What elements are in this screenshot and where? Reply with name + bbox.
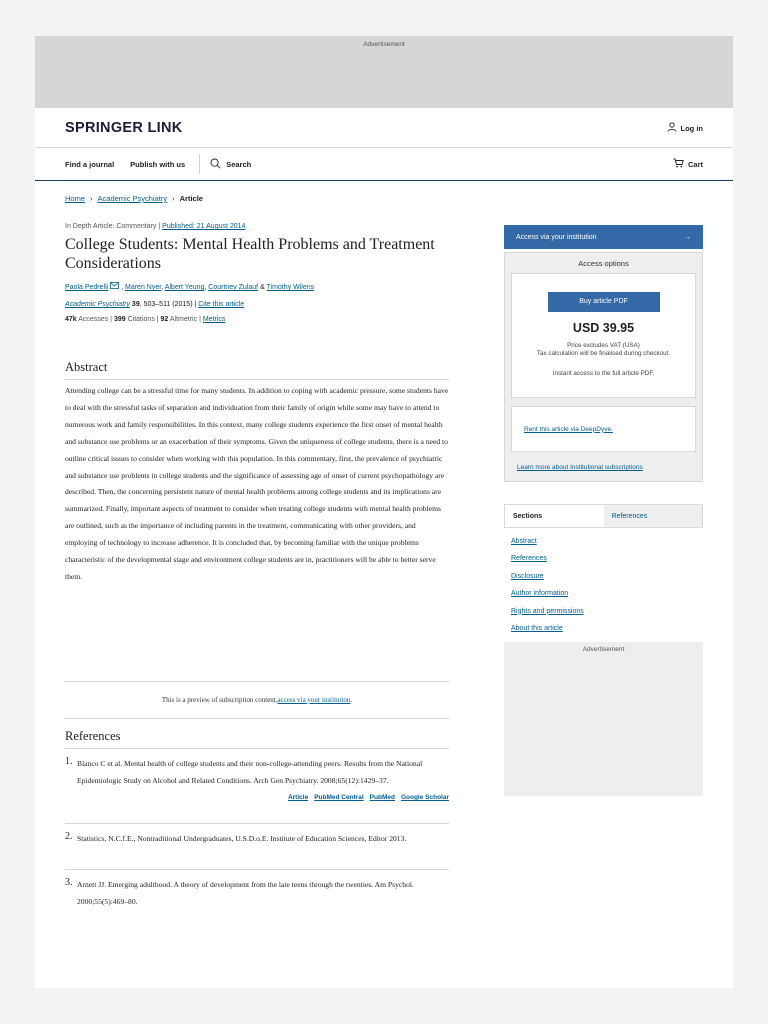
vat-note: Price excludes VAT (USA) Tax calculation will be finalised during checkout. [536,342,671,357]
author-list: Paola Pedrelli , Maren Nyer, Albert Yeung, Courtney Zulauf & Timothy Wilens [65,284,315,291]
ref-pubmed-link[interactable]: PubMed [369,794,395,801]
article-title: College Students: Mental Health Problems and Treatment Considerations [65,236,435,272]
section-link-author-information[interactable]: Author information [511,590,569,598]
mail-icon[interactable] [110,284,121,291]
cite-article-link[interactable]: Cite this article [198,301,245,308]
nav-border [35,180,733,181]
user-icon [667,122,677,134]
advertisement-label: Advertisement [363,41,405,48]
authors-ampersand: & [260,284,265,291]
abstract-text: Attending college can be a stressful time for many students. In addition to coping with academic pressure, some students have to deal with the stressful tasks of separation and individuation from their family of origin while some may have to attend to numerous work and family responsibilities. In this context, many college students experience the first onset of mental health and substance use problems or an exacerbation of their symptoms. Given the uniqueness of college students, there is a need to outline critical issues to consider when working with this population. In this commentary, first, the prevalence of psychiatric and substance use problems in college students and the significance of assessing age of onset of current psychopathology are described. Then, the concerning persistent nature of mental health problems among college students and its implications are summarized. Finally, important aspects of treatment to consider when treating college students with mental health problems are outlined, such as the importance of including parents in the treatment, communicating with other providers, and employing of technology to increase adherence. It is concluded that, by becoming familiar with the unique problems characteristic of the developmental stage and environment college students are in, practitioners will be able to better serve them. [65,386,449,581]
rent-box [511,406,696,452]
top-advertisement [35,36,733,108]
sidebar-tabs [504,504,703,528]
access-options-heading: Access options [578,258,629,268]
cart-button[interactable] [673,158,703,170]
springer-link-logo[interactable]: SPRINGER LINK [65,120,183,136]
reference-item: 3. Arnett JJ. Emerging adulthood. A theory of development from the late teens through the twenties. Am Psychol. 2000;55(5):469–80. [65,877,414,906]
abstract-heading: Abstract [65,360,449,380]
article-type: In Depth Article: Commentary [65,223,157,230]
metrics-link[interactable]: Metrics [202,316,226,323]
breadcrumb-current: Article [179,194,203,203]
arrow-right-icon: → [684,233,691,241]
sidebar [504,225,703,796]
buy-pdf-button[interactable]: Buy article PDF [548,292,660,312]
institutional-subscriptions-link[interactable]: Learn more about Institutional subscriptions [517,464,643,471]
author-link[interactable]: Maren Nyer [125,284,162,291]
article-metrics: 47k Accesses | 399 Citations | 92 Altmetric | Metrics [65,316,226,323]
find-journal-link[interactable]: Find a journal [65,159,115,169]
section-link-about[interactable]: About this article [511,624,563,632]
main-nav [65,148,703,180]
search-icon [210,158,221,171]
tab-references[interactable]: References [604,505,703,527]
journal-citation: Academic Psychiatry 39, 503–511 (2015) | Cite this article [65,301,245,308]
login-label: Log in [680,123,703,133]
chevron-right-icon: › [172,194,175,203]
section-links [504,528,703,632]
page [35,36,733,988]
breadcrumb [65,194,203,203]
access-institution-button[interactable]: Access via your institution → [504,225,703,249]
author-link[interactable]: Courtney Zulauf [208,284,259,291]
reference-item: 2. Statistics, N.C.f.E., Nontraditional Undergraduates, U.S.D.o.E. Institute of Education Sciences, Editor 2013. [65,831,407,843]
section-link-rights[interactable]: Rights and permissions [511,607,584,615]
ref-google-scholar-link[interactable]: Google Scholar [400,794,449,801]
search-label: Search [226,159,252,169]
ref-article-link[interactable]: Article [287,794,309,801]
access-options-panel [504,252,703,482]
buy-article-box [511,273,696,398]
price: USD 39.95 [572,321,635,335]
author-link[interactable]: Paola Pedrelli [65,284,109,291]
journal-volume: 39 [131,301,140,308]
tab-sections[interactable]: Sections [505,505,604,527]
chevron-right-icon: › [90,194,93,203]
rent-deepdyve-link[interactable]: Rent this article via DeepDyve. [524,425,613,433]
section-link-references[interactable]: References [511,555,547,563]
journal-pages: , 503–511 (2015) [139,301,193,308]
login-button[interactable] [667,122,704,134]
instant-access-note: Instant access to the full article PDF. [552,370,655,377]
references-heading: References [65,729,449,749]
abstract-section [65,360,449,586]
learn-more [511,452,696,475]
ref-pubmed-central-link[interactable]: PubMed Central [314,794,364,801]
article-meta: In Depth Article: Commentary | Published: 21 August 2014 [65,223,246,230]
article-header [65,223,449,323]
section-link-abstract[interactable]: Abstract [511,538,537,545]
nav-separator [199,154,200,174]
advertisement-label: Advertisement [582,646,625,654]
cart-label: Cart [687,159,703,169]
sidebar-advertisement [504,642,703,796]
reference-links [65,794,449,801]
author-link[interactable]: Albert Yeung [164,284,205,291]
published-date-link[interactable]: Published: 21 August 2014 [162,223,246,230]
author-link[interactable]: Timothy Wilens [266,284,315,291]
access-institution-link[interactable]: access via your institution [277,696,351,704]
breadcrumb-journal[interactable]: Academic Psychiatry [97,194,168,203]
section-link-disclosure[interactable]: Disclosure [511,572,544,580]
references-section [65,729,449,910]
reference-item: 1. Blanco C et al. Mental health of college students and their non-college-attending peers: Results from the National Epidemiologic Study on Alcohol and Related Conditions. Arch Gen Psychiatry. 2008;65(12):1429–37. [65,756,423,785]
cart-icon [673,158,684,170]
journal-link[interactable]: Academic Psychiatry [65,301,130,308]
subscription-preview-notice: This is a preview of subscription content, access via your institution . [65,681,449,719]
breadcrumb-home[interactable]: Home [65,194,86,203]
publish-link[interactable]: Publish with us [130,159,186,169]
search-button[interactable] [210,158,251,171]
